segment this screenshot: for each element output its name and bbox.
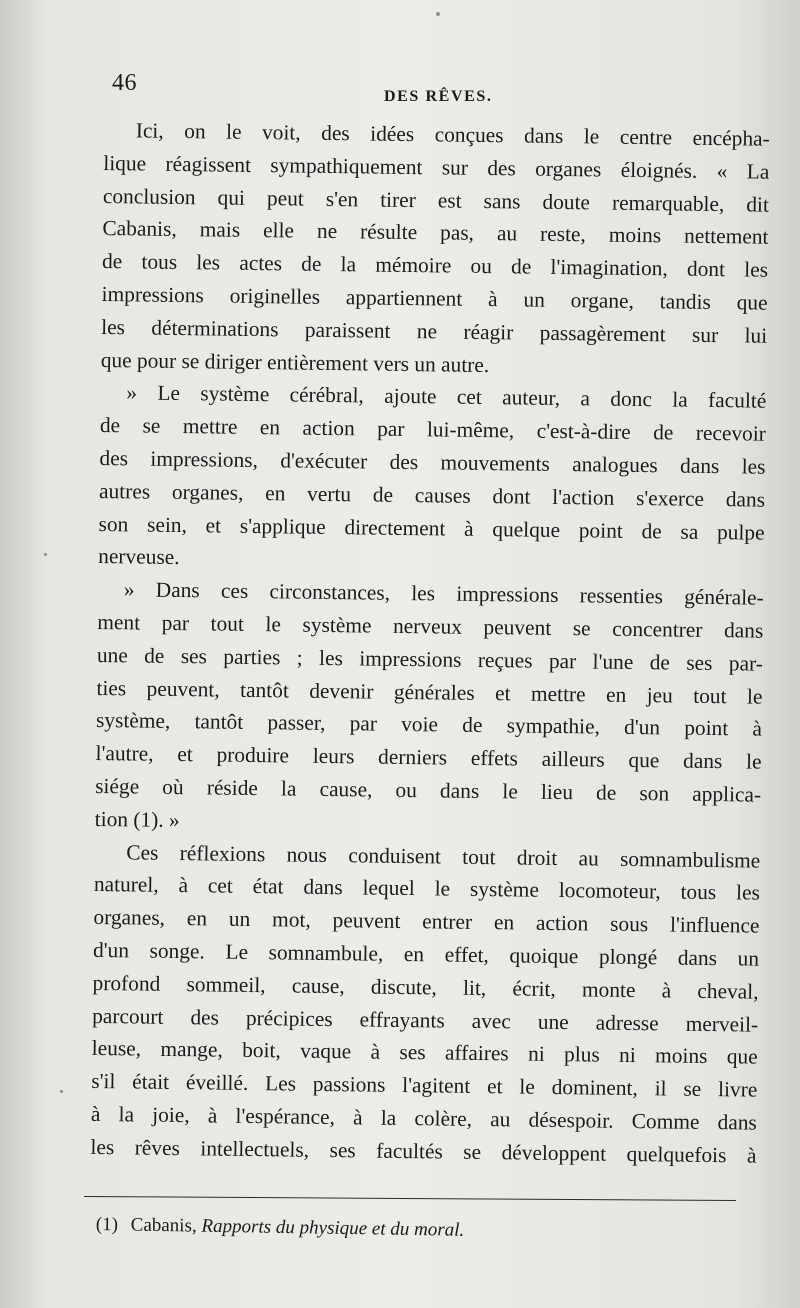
text-line: les rêves intellectuels, ses facultés se développent quelquefois à [90,1134,757,1168]
text-line: siége où réside la cause, ou dans le lieu de son applica- [95,773,762,807]
text-line: impressions originelles appartiennent à un organe, tandis que [101,281,768,315]
text-line: conclusion qui peut s'en tirer est sans doute remarquable, dit [102,183,770,217]
text-line: » Le système cérébral, ajoute cet auteur, a donc la faculté [126,380,767,414]
text-line: ment par tout le système nerveux peuvent se concentrer dans [97,609,764,643]
footnote-marker: (1) [95,1214,119,1236]
body-text [90,114,770,1172]
text-line: les déterminations paraissent ne réagir passagèrement sur lui [101,314,768,348]
footnote [96,1214,465,1242]
text-line: parcourt des précipices effrayants avec une adresse merveil- [92,1003,759,1037]
text-line: Ces réflexions nous conduisent tout droit au somnambulisme [126,839,761,873]
text-line: tion (1). » [94,806,180,832]
footnote-author: Cabanis, [130,1214,197,1237]
text-line: profond sommeil, cause, discute, lit, écrit, monte à cheval, [92,970,759,1004]
text-line: autres organes, en vertu de causes dont l'action s'exerce dans [98,478,766,512]
footnote-title: Rapports du physique et du moral. [201,1215,465,1241]
text-line: que pour se diriger entièrement vers un autre. [100,347,490,377]
footnote-divider [84,1196,736,1201]
paragraph-4 [90,835,760,1172]
text-line: système, tantôt passer, par voie de sympathie, d'un point à [95,708,763,742]
paragraph-3 [95,573,764,844]
text-line: des impressions, d'exécuter des mouvements analogues dans les [99,445,766,479]
text-line: » Dans ces circonstances, les impressions ressenties générale- [123,577,764,610]
text-line: d'un songe. Le somnambule, en effet, quoique plongé dans un [92,937,760,971]
text-line: ties peuvent, tantôt devenir générales et mettre en jeu tout le [96,675,763,709]
text-line: son sein, et s'applique directement à quelque point de sa pulpe [98,511,765,545]
page-number: 46 [112,70,137,96]
text-line: Cabanis, mais elle ne résulte pas, au reste, moins nettement [102,216,769,250]
text-line: naturel, à cet état dans lequel le système locomoteur, tous les [93,872,761,905]
text-line: leuse, mange, boit, vaque à ses affaires ni plus ni moins que [91,1036,758,1069]
text-line: une de ses parties ; les impressions reçues par l'une de ses par- [96,642,764,676]
text-line: nerveuse. [98,544,180,570]
text-line: Ici, on le voit, des idées conçues dans le centre encépha- [135,118,770,151]
paper-speck [60,1090,63,1093]
paragraph-2 [98,376,767,581]
paragraph-1 [101,114,770,385]
paper-speck [44,553,47,556]
text-line: l'autre, et produire leurs derniers effets ailleurs que dans le [95,741,762,774]
text-line: lique réagissent sympathiquement sur des organes éloignés. « La [103,150,770,184]
text-line: de tous les actes de la mémoire ou de l'imagination, dont les [101,249,769,282]
paper-speck [436,12,440,16]
text-line: s'il était éveillé. Les passions l'agitent et le dominent, il se livre [91,1069,758,1102]
running-title: DES RÊVES. [384,88,493,105]
text-line: à la joie, à l'espérance, à la colère, au désespoir. Comme dans [90,1101,758,1135]
text-line: organes, en un mot, peuvent entrer en action sous l'influence [93,905,760,938]
text-line: de se mettre en action par lui-même, c'est-à-dire de recevoir [99,413,767,446]
